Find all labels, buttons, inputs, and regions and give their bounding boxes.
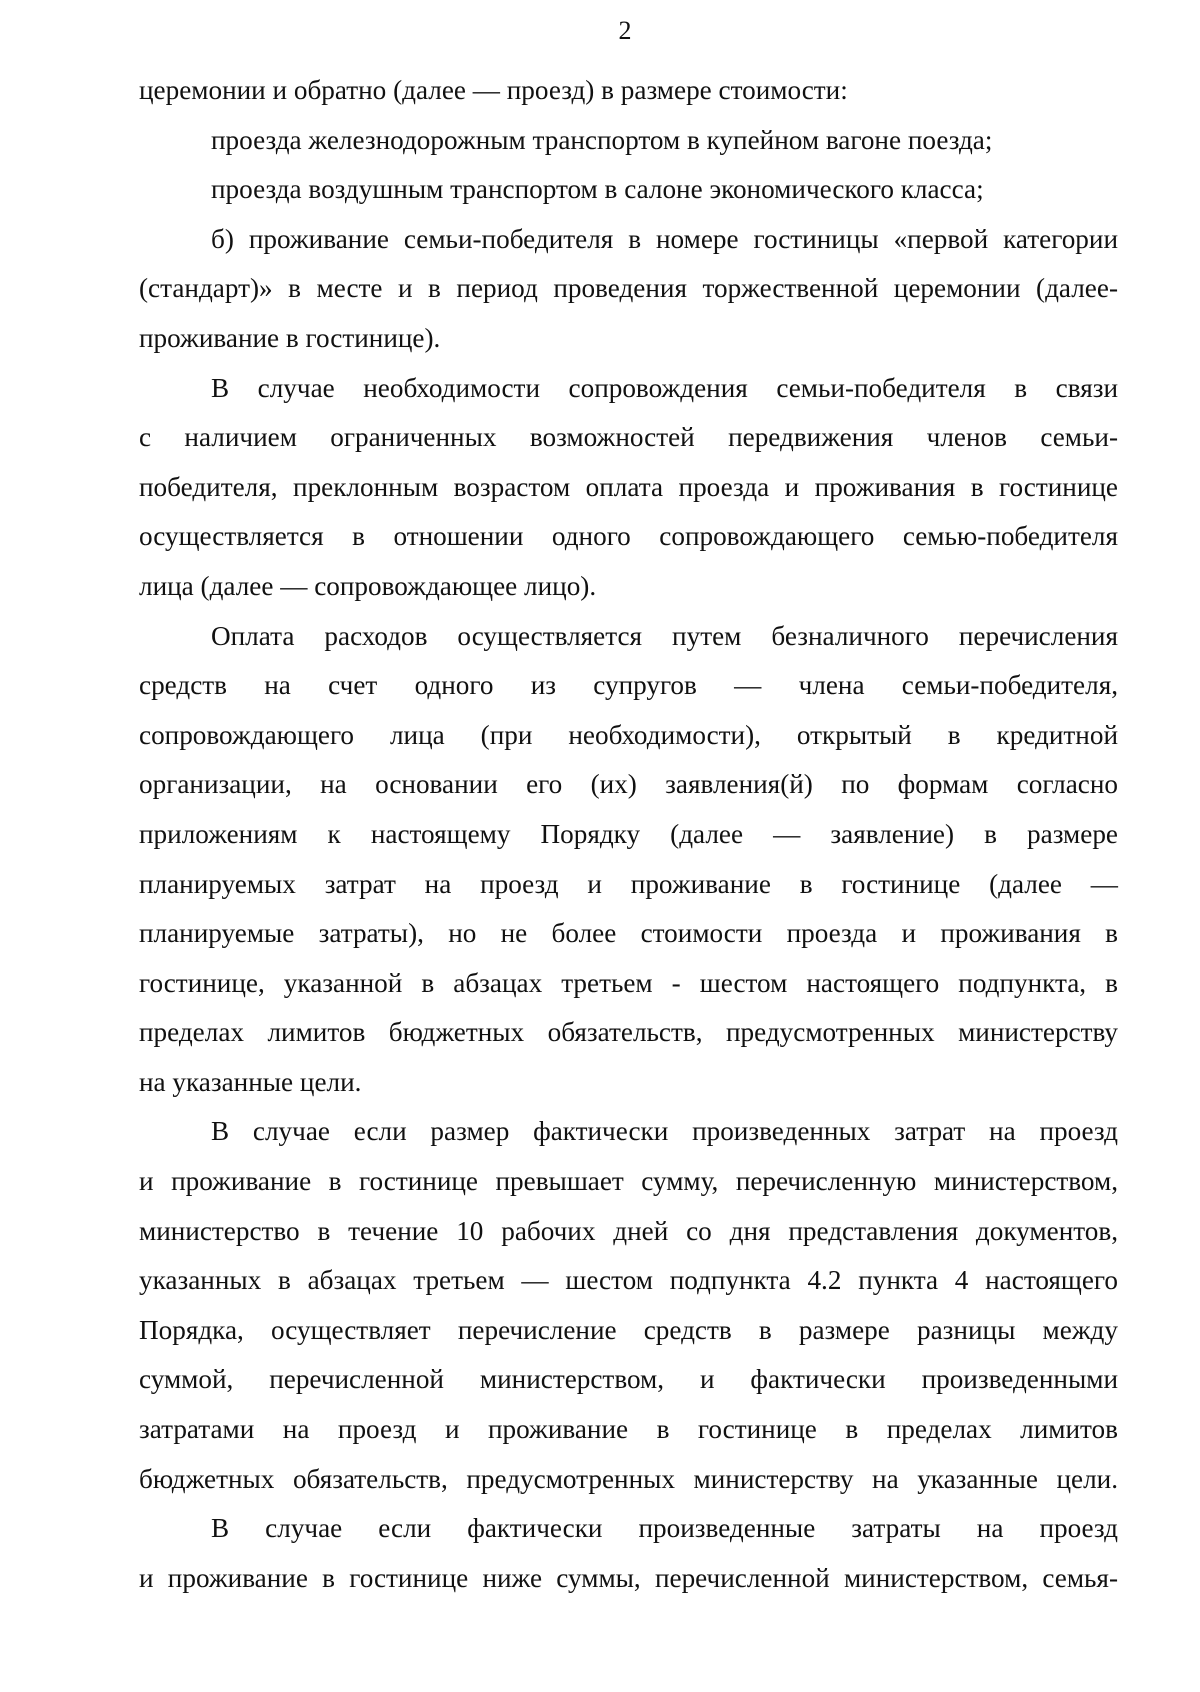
text-line: проезда железнодорожным транспортом в купейном вагоне поезда;: [211, 124, 993, 155]
text-line: приложениям к настоящему Порядку (далее — заявление) в размере: [139, 818, 1118, 849]
text-line: указанных в абзацах третьем — шестом подпункта 4.2 пункта 4 настоящего: [139, 1265, 1118, 1296]
text-line: пределах лимитов бюджетных обязательств, предусмотренных министерству: [139, 1017, 1118, 1048]
text-line: и проживание в гостинице ниже суммы, перечисленной министерством, семья-: [139, 1562, 1118, 1593]
text-line: В случае если фактически произведенные затраты на проезд: [211, 1513, 1118, 1544]
text-line: бюджетных обязательств, предусмотренных министерству на указанные цели.: [139, 1463, 1118, 1494]
text-line: на указанные цели.: [139, 1066, 362, 1097]
text-line: Оплата расходов осуществляется путем безналичного перечисления: [211, 620, 1118, 651]
text-line: церемонии и обратно (далее — проезд) в размере стоимости:: [139, 75, 848, 105]
text-line: министерство в течение 10 рабочих дней со дня представления документов,: [139, 1215, 1118, 1246]
text-line: и проживание в гостинице превышает сумму, перечисленную министерством,: [139, 1166, 1118, 1197]
text-line: проживание в гостинице).: [139, 322, 441, 353]
text-line: В случае необходимости сопровождения семьи-победителя в связи: [211, 372, 1118, 403]
text-line: проезда воздушным транспортом в салоне экономического класса;: [211, 174, 984, 205]
text-line: (стандарт)» в месте и в период проведения торжественной церемонии (далее-: [139, 273, 1118, 304]
text-line: В случае если размер фактически произведенных затрат на проезд: [211, 1116, 1118, 1147]
text-line: суммой, перечисленной министерством, и фактически произведенными: [139, 1364, 1118, 1395]
text-line: планируемые затраты), но не более стоимости проезда и проживания в: [139, 918, 1118, 949]
text-line: с наличием ограниченных возможностей передвижения членов семьи-: [139, 422, 1118, 453]
text-line: осуществляется в отношении одного сопровождающего семью-победителя: [139, 521, 1118, 552]
text-line: победителя, преклонным возрастом оплата проезда и проживания в гостинице: [139, 471, 1118, 502]
text-line: Порядка, осуществляет перечисление средств в размере разницы между: [139, 1314, 1118, 1345]
text-line: средств на счет одного из супругов — члена семьи-победителя,: [139, 670, 1118, 701]
text-line: гостинице, указанной в абзацах третьем - шестом настоящего подпункта, в: [139, 967, 1118, 998]
text-line: сопровождающего лица (при необходимости), открытый в кредитной: [139, 719, 1118, 750]
text-line: планируемых затрат на проезд и проживание в гостинице (далее —: [139, 868, 1118, 899]
text-line: организации, на основании его (их) заявления(й) по формам согласно: [139, 769, 1118, 800]
text-line: б) проживание семьи-победителя в номере гостиницы «первой категории: [211, 223, 1118, 254]
page-number: 2: [618, 16, 632, 45]
document-body: [139, 66, 1118, 1603]
text-line: лица (далее — сопровождающее лицо).: [139, 570, 597, 601]
text-line: затратами на проезд и проживание в гостинице в пределах лимитов: [139, 1414, 1118, 1445]
